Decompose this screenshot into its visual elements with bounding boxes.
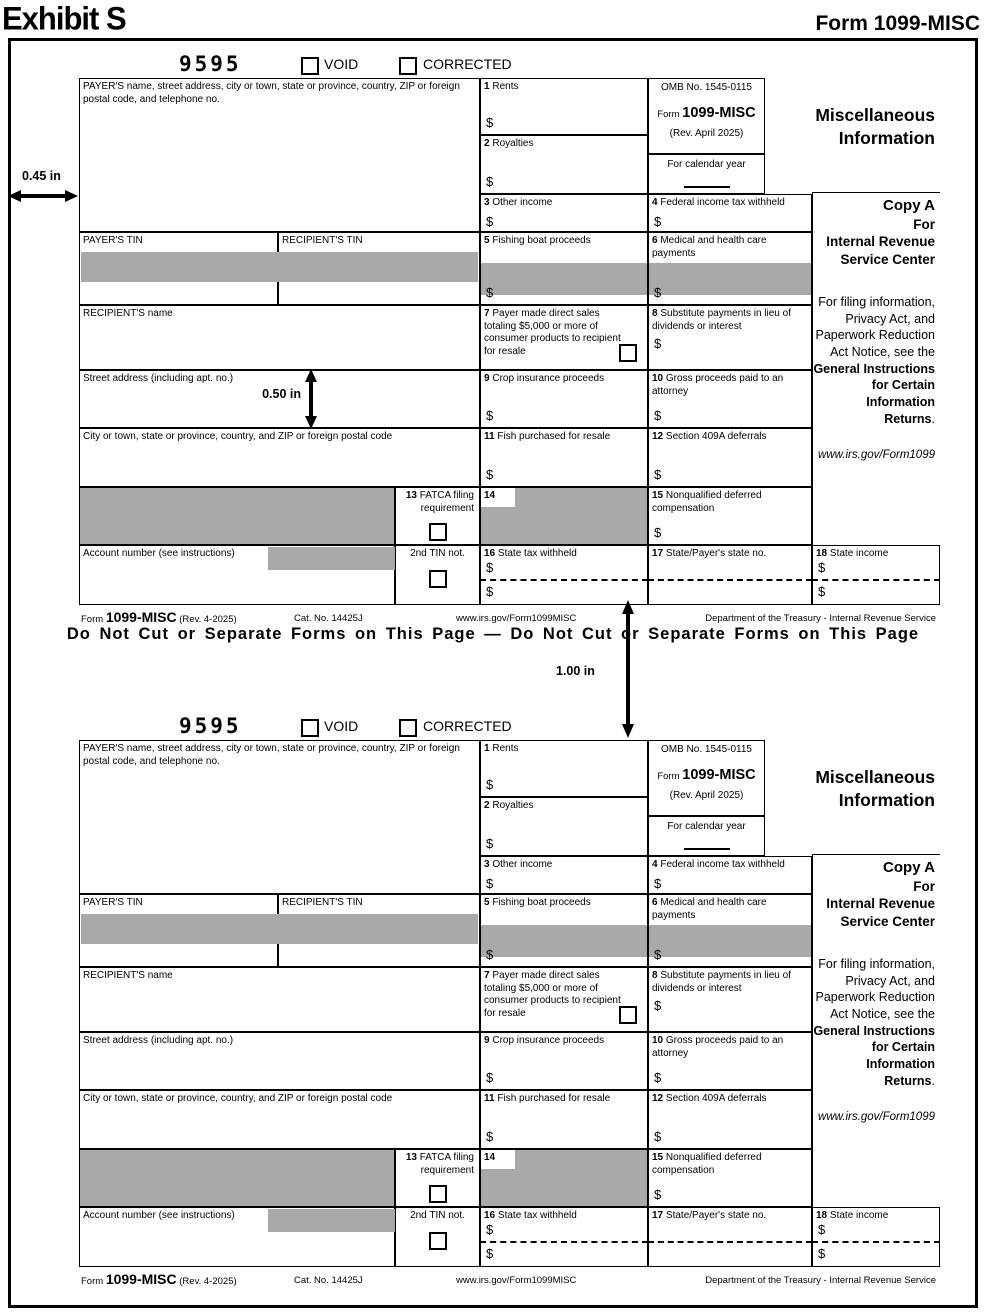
form-number: 1099-MISC [682, 766, 756, 783]
dollar-sign: $ [486, 213, 494, 229]
state-row-divider [648, 579, 812, 581]
dollar-sign: $ [486, 407, 494, 423]
account-shaded-area [268, 547, 395, 570]
box7-direct-sales-cell[interactable]: 7 Payer made direct sales totaling $5,000 or more of consumer products to recipient for resale [480, 305, 648, 370]
box1-rents-cell[interactable]: 1 Rents $ [480, 78, 648, 135]
tin-shaded-area [81, 914, 478, 944]
dollar-sign: $ [654, 1186, 662, 1202]
filing-notice: For filing information, Privacy Act, and Paperwork Reduction Act Notice, see the General Instructions for Certain Information Returns. [813, 957, 935, 1088]
box6-medical-payments-cell[interactable]: 6 Medical and health care payments $ [648, 232, 812, 305]
recipient-name-cell[interactable]: RECIPIENT'S name [79, 967, 480, 1032]
payer-name-address-label: PAYER'S name, street address, city or town, state or province, country, ZIP or foreign postal code, and telephone no. [83, 743, 460, 767]
box8-substitute-payments-cell[interactable]: 8 Substitute payments in lieu of dividends or interest $ [648, 305, 812, 370]
revision-date: (Rev. April 2025) [669, 789, 744, 801]
dollar-sign: $ [654, 335, 662, 351]
dollar-sign: $ [818, 1246, 826, 1261]
box9-crop-insurance-cell[interactable]: 9 Crop insurance proceeds $ [480, 1032, 648, 1090]
box18-state-income-cell[interactable]: 18 State income $ $ [812, 1207, 940, 1267]
treasury-department-label: Department of the Treasury - Internal Revenue Service [705, 1275, 936, 1286]
left-margin-measure-label: 0.45 in [22, 169, 61, 183]
state-row-divider [480, 1241, 648, 1243]
filing-notice: For filing information, Privacy Act, and Paperwork Reduction Act Notice, see the General Instructions for Certain Information Returns. [813, 295, 935, 426]
box2-royalties-cell[interactable]: 2 Royalties $ [480, 797, 648, 856]
payer-tin-cell[interactable]: PAYER'S TIN [79, 232, 278, 305]
omb-number: OMB No. 1545-0115 [661, 744, 752, 755]
dollar-sign: $ [486, 776, 494, 792]
copy-a-label: Copy A [883, 859, 935, 876]
form-gap-measure-label: 1.00 in [556, 664, 595, 678]
box14-number-chip: 14 [481, 1150, 515, 1169]
box9-crop-insurance-cell[interactable]: 9 Crop insurance proceeds $ [480, 370, 648, 428]
payer-tin-cell[interactable]: PAYER'S TIN [79, 894, 278, 967]
payer-name-address-cell[interactable] [79, 740, 480, 894]
state-row-divider [812, 579, 940, 581]
box11-fish-purchased-cell[interactable]: 11 Fish purchased for resale $ [480, 1090, 648, 1149]
city-state-zip-cell[interactable]: City or town, state or province, country, and ZIP or foreign postal code [79, 1090, 480, 1149]
footer-form-id: Form 1099-MISC (Rev. 4-2025) [81, 1271, 237, 1287]
row-height-measure-label: 0.50 in [262, 387, 301, 401]
calendar-year-blank[interactable] [684, 174, 730, 188]
calendar-year-cell[interactable]: For calendar year [648, 816, 765, 856]
box14-cell [480, 487, 648, 545]
irs-website-link[interactable]: www.irs.gov/Form1099 [818, 449, 935, 462]
dollar-sign: $ [654, 466, 662, 482]
second-tin-checkbox[interactable] [429, 570, 447, 588]
dollar-sign: $ [654, 1069, 662, 1085]
account-number-cell[interactable]: Account number (see instructions) [79, 1207, 395, 1267]
corrected-label: CORRECTED [423, 718, 512, 734]
form-title-miscellaneous-information: Miscellaneous Information [815, 767, 935, 810]
dollar-sign: $ [486, 173, 494, 189]
direct-sales-checkbox[interactable] [619, 344, 637, 362]
shaded-area [481, 925, 647, 957]
void-label: VOID [324, 718, 359, 734]
state-row-divider [648, 1241, 812, 1243]
left-margin-measure-arrow [8, 188, 78, 204]
second-tin-cell[interactable]: 2nd TIN not. [395, 545, 480, 605]
account-shaded-area [268, 1209, 395, 1232]
dollar-sign: $ [486, 114, 494, 130]
void-checkbox[interactable] [301, 57, 319, 75]
form-copy-1 [79, 52, 940, 625]
box18-state-income-cell[interactable]: 18 State income $ $ [812, 545, 940, 605]
box4-federal-tax-cell[interactable]: 4 Federal income tax withheld $ [648, 194, 812, 232]
omb-number: OMB No. 1545-0115 [661, 82, 752, 93]
box8-substitute-payments-cell[interactable]: 8 Substitute payments in lieu of dividends or interest $ [648, 967, 812, 1032]
box7-direct-sales-cell[interactable]: 7 Payer made direct sales totaling $5,000 or more of consumer products to recipient for resale [480, 967, 648, 1032]
copy-a-column: Copy A For Internal Revenue Service Center For filing information, Privacy Act, and Paperwork Reduction Act Notice, see the General Instructions for Certain Information Returns. www.irs.gov/Form1099 [812, 854, 940, 1207]
box5-fishing-boat-cell[interactable]: 5 Fishing boat proceeds $ [480, 894, 648, 967]
dollar-sign: $ [654, 213, 662, 229]
second-tin-cell[interactable]: 2nd TIN not. [395, 1207, 480, 1267]
box16-state-tax-cell[interactable]: 16 State tax withheld $ $ [480, 1207, 648, 1267]
state-row-divider [812, 1241, 940, 1243]
footer-irs-url[interactable]: www.irs.gov/Form1099MISC [456, 613, 577, 624]
box14-number-chip: 14 [481, 488, 515, 507]
box12-409a-deferrals-cell[interactable]: 12 Section 409A deferrals $ [648, 1090, 812, 1149]
box16-state-tax-cell[interactable]: 16 State tax withheld $ $ [480, 545, 648, 605]
void-label: VOID [324, 56, 359, 72]
recipient-tin-cell[interactable]: RECIPIENT'S TIN [278, 894, 480, 967]
second-tin-checkbox[interactable] [429, 1232, 447, 1250]
state-row-divider [480, 579, 648, 581]
box17-state-number-cell[interactable]: 17 State/Payer's state no. [648, 1207, 812, 1267]
dollar-sign: $ [486, 1246, 494, 1261]
form-footer [79, 607, 940, 625]
footer-irs-url[interactable]: www.irs.gov/Form1099MISC [456, 1275, 577, 1286]
box10-gross-proceeds-cell[interactable]: 10 Gross proceeds paid to an attorney $ [648, 1032, 812, 1090]
ocr-scan-code: 9595 [179, 52, 242, 76]
dollar-sign: $ [486, 584, 494, 599]
fatca-checkbox[interactable] [429, 523, 447, 541]
payer-name-address-label: PAYER'S name, street address, city or town, state or province, country, ZIP or foreign postal code, and telephone no. [83, 81, 460, 105]
calendar-year-cell[interactable]: For calendar year [648, 154, 765, 194]
revision-date: (Rev. April 2025) [669, 127, 744, 139]
copy-a-label: Copy A [883, 197, 935, 214]
box15-nonqualified-deferred-cell[interactable]: 15 Nonqualified deferred compensation $ [648, 1149, 812, 1207]
box3-other-income-cell[interactable]: 3 Other income $ [480, 856, 648, 894]
box3-other-income-cell[interactable]: 3 Other income $ [480, 194, 648, 232]
shaded-area [649, 263, 811, 295]
dollar-sign: $ [654, 946, 662, 962]
omb-cell: OMB No. 1545-0115 Form 1099-MISC (Rev. April 2025) [648, 740, 765, 816]
shaded-filler-cell [79, 1149, 395, 1207]
dollar-sign: $ [486, 1069, 494, 1085]
box15-nonqualified-deferred-cell[interactable]: 15 Nonqualified deferred compensation $ [648, 487, 812, 545]
recipient-tin-cell[interactable]: RECIPIENT'S TIN [278, 232, 480, 305]
dollar-sign: $ [486, 835, 494, 851]
dollar-sign: $ [654, 997, 662, 1013]
form-gap-measure-arrow [620, 600, 636, 738]
form-header [79, 714, 940, 740]
omb-cell: OMB No. 1545-0115 Form 1099-MISC (Rev. April 2025) [648, 78, 765, 154]
form-footer [79, 1269, 940, 1287]
treasury-department-label: Department of the Treasury - Internal Revenue Service [705, 613, 936, 624]
box1-rents-cell[interactable]: 1 Rents $ [480, 740, 648, 797]
form-header [79, 52, 940, 78]
box5-fishing-boat-cell[interactable]: 5 Fishing boat proceeds $ [480, 232, 648, 305]
footer-form-id: Form 1099-MISC (Rev. 4-2025) [81, 609, 237, 625]
dollar-sign: $ [486, 946, 494, 962]
dollar-sign: $ [654, 284, 662, 300]
tin-shaded-area [81, 252, 478, 282]
box6-medical-payments-cell[interactable]: 6 Medical and health care payments $ [648, 894, 812, 967]
corrected-label: CORRECTED [423, 56, 512, 72]
shaded-area [481, 263, 647, 295]
dollar-sign: $ [654, 524, 662, 540]
exhibit-title: Exhibit S [2, 0, 126, 37]
fatca-checkbox[interactable] [429, 1185, 447, 1203]
catalog-number: Cat. No. 14425J [294, 613, 363, 624]
box4-federal-tax-cell[interactable]: 4 Federal income tax withheld $ [648, 856, 812, 894]
void-checkbox[interactable] [301, 719, 319, 737]
dollar-sign: $ [486, 875, 494, 891]
box14-cell [480, 1149, 648, 1207]
ocr-scan-code: 9595 [179, 714, 242, 738]
dollar-sign: $ [818, 560, 826, 575]
dollar-sign: $ [486, 466, 494, 482]
shaded-area [649, 925, 811, 957]
row-height-measure-arrow [303, 369, 319, 429]
dollar-sign: $ [654, 1128, 662, 1144]
box12-409a-deferrals-cell[interactable]: 12 Section 409A deferrals $ [648, 428, 812, 487]
box2-royalties-cell[interactable]: 2 Royalties $ [480, 135, 648, 194]
box11-fish-purchased-cell[interactable]: 11 Fish purchased for resale $ [480, 428, 648, 487]
dollar-sign: $ [486, 1128, 494, 1144]
box13-fatca-cell[interactable]: 13 FATCA filing requirement [395, 1149, 480, 1207]
corrected-checkbox[interactable] [399, 57, 417, 75]
irs-website-link[interactable]: www.irs.gov/Form1099 [818, 1111, 935, 1124]
payer-name-address-cell[interactable] [79, 78, 480, 232]
corrected-checkbox[interactable] [399, 719, 417, 737]
street-address-cell[interactable]: Street address (including apt. no.) [79, 370, 480, 428]
dollar-sign: $ [486, 560, 494, 575]
do-not-cut-text: Do Not Cut or Separate Forms on This Page — Do Not Cut or Separate Forms on This Page [66, 625, 920, 643]
city-state-zip-cell[interactable]: City or town, state or province, country, and ZIP or foreign postal code [79, 428, 480, 487]
dollar-sign: $ [818, 1222, 826, 1237]
direct-sales-checkbox[interactable] [619, 1006, 637, 1024]
dollar-sign: $ [486, 1222, 494, 1237]
dollar-sign: $ [486, 284, 494, 300]
street-address-cell[interactable]: Street address (including apt. no.) [79, 1032, 480, 1090]
dollar-sign: $ [654, 407, 662, 423]
header-form-title: Form 1099-MISC [815, 12, 980, 35]
shaded-filler-cell [79, 487, 395, 545]
form-number: 1099-MISC [682, 104, 756, 121]
calendar-year-blank[interactable] [684, 836, 730, 850]
recipient-name-cell[interactable]: RECIPIENT'S name [79, 305, 480, 370]
copy-a-column: Copy A For Internal Revenue Service Center For filing information, Privacy Act, and Paperwork Reduction Act Notice, see the General Instructions for Certain Information Returns. www.irs.gov/Form1099 [812, 192, 940, 545]
account-number-cell[interactable]: Account number (see instructions) [79, 545, 395, 605]
form-title-miscellaneous-information: Miscellaneous Information [815, 105, 935, 148]
box10-gross-proceeds-cell[interactable]: 10 Gross proceeds paid to an attorney $ [648, 370, 812, 428]
dollar-sign: $ [818, 584, 826, 599]
dollar-sign: $ [654, 875, 662, 891]
catalog-number: Cat. No. 14425J [294, 1275, 363, 1286]
box13-fatca-cell[interactable]: 13 FATCA filing requirement [395, 487, 480, 545]
form-copy-2 [79, 714, 940, 1287]
box17-state-number-cell[interactable]: 17 State/Payer's state no. [648, 545, 812, 605]
